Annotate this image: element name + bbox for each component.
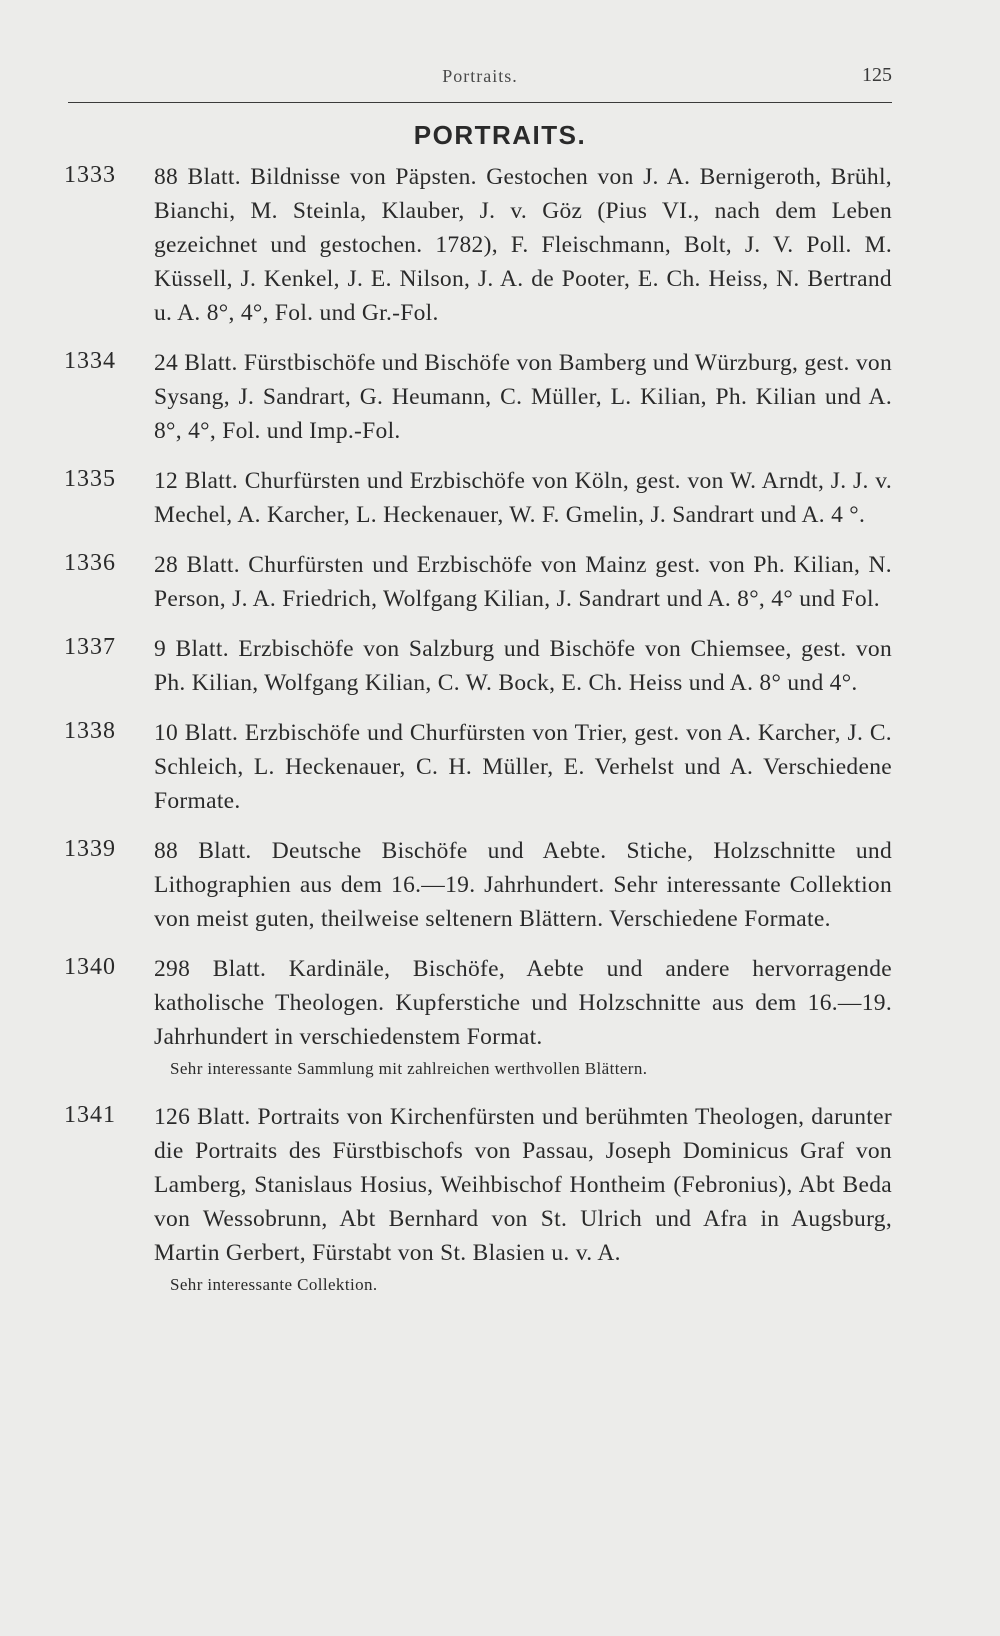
entry-text: 10 Blatt. Erzbischöfe und Churfürsten von Trier, gest. von A. Karcher, J. C. Schleich, L. Heckenauer, C. H. Müller, E. Verhelst und A. Verschiedene Formate.: [154, 720, 892, 814]
entry-note: Sehr interessante Sammlung mit zahlreichen werthvollen Blättern.: [170, 1059, 648, 1078]
entry-text: 9 Blatt. Erzbischöfe von Salzburg und Bischöfe von Chiemsee, gest. von Ph. Kilian, Wolfgang Kilian, C. W. Bock, E. Ch. Heiss und A. 8° und 4°.: [154, 636, 892, 696]
entry-text: 88 Blatt. Bildnisse von Päpsten. Gestochen von J. A. Bernigeroth, Brühl, Bianchi, M. Steinla, Klauber, J. v. Göz (Pius VI., nach dem Leben gezeichnet und gestochen. 1782), F. Fleischmann, Bolt, J. V. Poll. M. Küssell, J. Kenkel, J. E. Nilson, J. A. de Pooter, E. Ch. Heiss, N. Bertrand u. A. 8°, 4°, Fol. und Gr.-Fol.: [154, 164, 892, 326]
page-number: 125: [862, 64, 892, 86]
catalog-entry: [64, 952, 892, 1084]
entry-number: 1340: [64, 954, 116, 980]
entry-number: 1337: [64, 634, 116, 660]
entry-text: 88 Blatt. Deutsche Bischöfe und Aebte. Stiche, Holzschnitte und Lithographien aus dem 16.—19. Jahrhundert. Sehr interessante Collektion von meist guten, theilweise seltenern Blättern. Verschiedene Formate.: [154, 838, 892, 932]
running-title: Portraits.: [442, 66, 518, 86]
entry-list: [64, 160, 892, 1316]
entry-number: 1336: [64, 550, 116, 576]
catalog-entry: [64, 834, 892, 936]
running-header: [68, 62, 892, 103]
catalog-entry: [64, 464, 892, 532]
entry-number: 1335: [64, 466, 116, 492]
catalog-entry: [64, 346, 892, 448]
catalog-entry: [64, 632, 892, 700]
entry-text: 126 Blatt. Portraits von Kirchenfürsten und berühmten Theologen, darunter die Portraits des Fürstbischofs von Passau, Joseph Dominicus Graf von Lamberg, Stanislaus Hosius, Weihbischof Hontheim (Febronius), Abt Beda von Wessobrunn, Abt Bernhard von St. Ulrich und Afra in Augsburg, Martin Gerbert, Fürstabt von St. Blasien u. v. A.: [154, 1104, 892, 1266]
catalog-entry: [64, 716, 892, 818]
entry-note: Sehr interessante Collektion.: [170, 1275, 378, 1294]
entry-number: 1339: [64, 836, 116, 862]
entry-text: 28 Blatt. Churfürsten und Erzbischöfe von Mainz gest. von Ph. Kilian, N. Person, J. A. Friedrich, Wolfgang Kilian, J. Sandrart und A. 8°, 4° und Fol.: [154, 552, 892, 612]
entry-number: 1334: [64, 348, 116, 374]
catalog-entry: [64, 1100, 892, 1300]
entry-number: 1341: [64, 1102, 116, 1128]
entry-text: 12 Blatt. Churfürsten und Erzbischöfe von Köln, gest. von W. Arndt, J. J. v. Mechel, A. Karcher, L. Heckenauer, W. F. Gmelin, J. Sandrart und A. 4 °.: [154, 468, 892, 528]
catalog-entry: [64, 160, 892, 330]
entry-number: 1338: [64, 718, 116, 744]
entry-number: 1333: [64, 162, 116, 188]
catalog-entry: [64, 548, 892, 616]
entry-text: 298 Blatt. Kardinäle, Bischöfe, Aebte und andere hervorragende katholische Theologen. Kupferstiche und Holzschnitte aus dem 16.—19. Jahrhundert in verschiedenstem Format.: [154, 956, 892, 1050]
entry-text: 24 Blatt. Fürstbischöfe und Bischöfe von Bamberg und Würzburg, gest. von Sysang, J. Sandrart, G. Heumann, C. Müller, L. Kilian, Ph. Kilian und A. 8°, 4°, Fol. und Imp.-Fol.: [154, 350, 892, 444]
section-title: PORTRAITS.: [413, 120, 587, 150]
